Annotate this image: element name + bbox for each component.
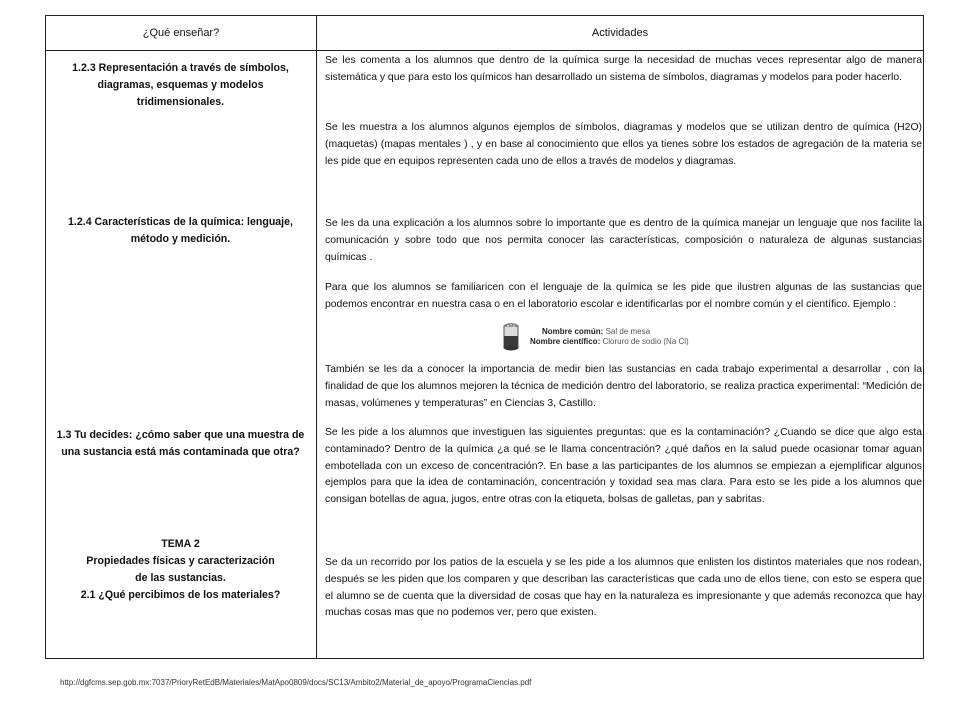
scientific-name-line — [530, 337, 689, 347]
activity-paragraph-6: Se les pide a los alumnos que investiguen las siguientes preguntas: que es la contaminación? ¿Cuando se dice que algo esta contaminado? Dentro de la química ¿a qué se le llama concentración? ¿qué daños en la salud puede ocasionar tomar aguan embotellada con un exceso de concentración?. En base a las participantes de los alumnos se empiezan a ejemplificar algunos ejemplos para que la idea de contaminación, concentración y toxidad sea mas clara. Para esto se les pide a los alumnos que consigan botellas de agua, jugos, entre otras con la etiqueta, bolsas de galletas, pan y sabritas. — [325, 427, 922, 506]
activity-paragraph-7: Se da un recorrido por los patios de la escuela y se les pide a los alumnos que enlisten los distintos materiales que nos rodean, después se les piden que los comparen y que describan las características que cada uno de ellos tiene, con esto se espera que el alumno se de cuenta que la diversidad de cosas que hay en la naturaleza es impresionante y que además reconozca que hay muchas cosas mas que no podemos ver, pero que existen. — [325, 557, 922, 619]
scientific-name-value: Cloruro de sodio (Na Cl) — [602, 337, 689, 346]
topic-2-1: 2.1 ¿Qué percibimos de los materiales? — [80, 589, 281, 601]
common-name-label: Nombre común: — [542, 327, 604, 336]
activity-paragraph-1: Se les comenta a los alumnos que dentro de la química surge la necesidad de muchas veces representar algo de manera sistemática y que para esto los químicos han desarrollado un sistema de símbolos, diagramas y modelos para poder hacerlo. — [325, 55, 922, 83]
common-name-line — [542, 327, 650, 337]
topic-1-2-4: 1.2.4 Características de la química: lenguaje, método y medición. — [68, 216, 293, 245]
topic-1-2-3: 1.2.3 Representación a través de símbolos, diagramas, esquemas y modelos tridimensionales. — [72, 62, 289, 108]
source-url: http://dgfcms.sep.gob.mx:7037/PrioryRetEdB/Materiales/MatApo0809/docs/SC13/Ambito2/Material_de_apoyo/ProgramaCiencias.pdf — [60, 678, 532, 687]
activity-paragraph-3: Se les da una explicación a los alumnos sobre lo importante que es dentro de la química manejar un lenguaje que nos facilite la comunicación y sobre todo que nos permita conocer las características, composición o naturaleza de algunas sustancias químicas . — [325, 218, 922, 263]
header-actividades: Actividades — [591, 27, 649, 39]
scientific-name-label: Nombre científico: — [530, 337, 601, 346]
activity-paragraph-2: Se les muestra a los alumnos algunos ejemplos de símbolos, diagramas y modelos que se utilizan dentro de química (H2O) (maquetas) (mapas mentales ) , y en base al conocimiento que ellos ya tienes sobre los estados de agregación de la materia se les pide que en equipos representen cada uno de ellos a través de modelos y diagramas. — [325, 122, 922, 167]
activity-paragraph-5: También se les da a conocer la importancia de medir bien las sustancias en cada trabajo experimental a desarrollar , con la finalidad de que los alumnos mejoren la técnica de medición dentro del laboratorio, se realiza practica experimental: “Medición de masas, volúmenes y temperaturas” en Ciencias 3, Castillo. — [325, 364, 922, 409]
common-name-value: Sal de mesa — [605, 327, 651, 336]
column-divider — [316, 16, 317, 658]
topic-tema-2 — [53, 536, 308, 604]
salt-example — [500, 322, 689, 352]
header-divider — [46, 50, 923, 51]
tema-2-line-2: Propiedades físicas y caracterización — [86, 555, 275, 567]
tema-2-line-3: de las sustancias. — [135, 572, 226, 584]
activity-paragraph-4: Para que los alumnos se familiaricen con el lenguaje de la química se les pide que ilustren algunas de las sustancias que podemos encontrar en nuestra casa o en el laboratorio escolar e identificarlas por el nombre común y el científico. Ejemplo : — [325, 282, 922, 310]
tema-2-line-1: TEMA 2 — [161, 538, 200, 550]
salt-shaker-icon — [500, 322, 522, 352]
topic-1-3: 1.3 Tu decides: ¿cómo saber que una muestra de una sustancia está más contaminada que otra? — [56, 429, 305, 458]
header-que-ensenar: ¿Qué enseñar? — [142, 27, 220, 39]
